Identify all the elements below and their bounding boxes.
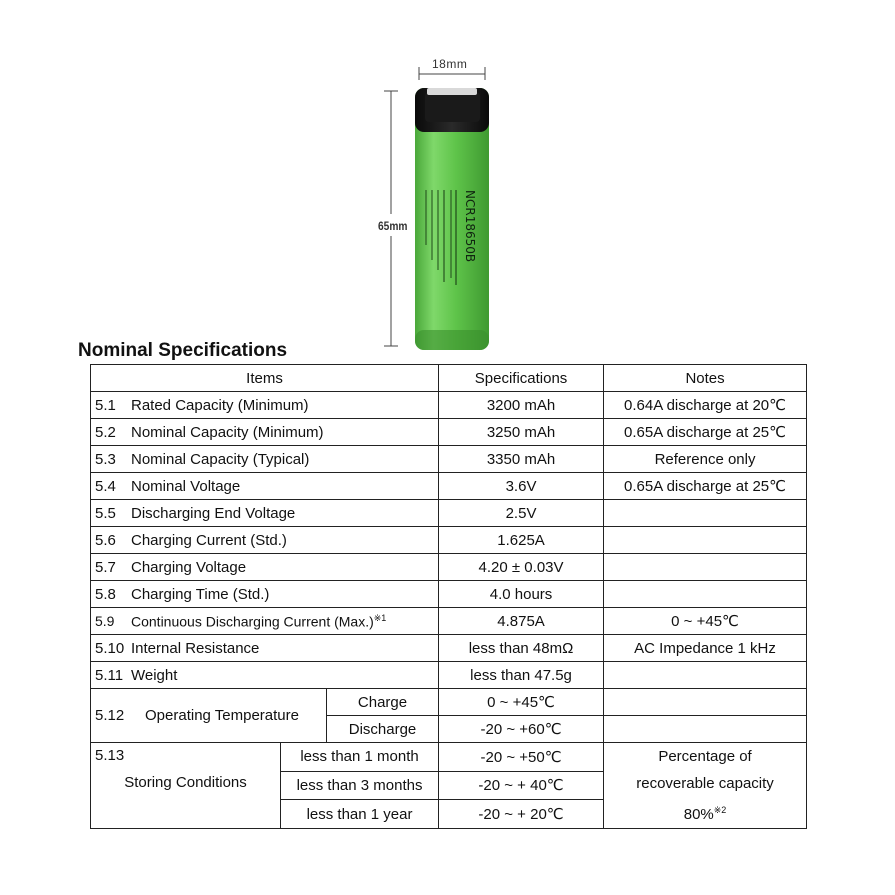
item-cell (91, 500, 439, 527)
item-label: Continuous Discharging Current (Max.) (131, 613, 374, 630)
header-specifications: Specifications (439, 365, 604, 392)
note-cell (604, 527, 807, 554)
note-cell: Reference only (604, 446, 807, 473)
table-row-storing-1 (91, 743, 807, 772)
item-number: 5.10 (95, 639, 125, 657)
header-items: Items (91, 365, 439, 392)
note-cell: 0.65A discharge at 25℃ (604, 419, 807, 446)
storing-period: less than 1 year (281, 800, 439, 829)
specifications-table (90, 364, 807, 829)
item-label: Charging Current (Std.) (131, 531, 287, 549)
table-header-row (91, 365, 807, 392)
storing-period: less than 3 months (281, 771, 439, 800)
item-cell (91, 581, 439, 608)
item-number: 5.6 (95, 531, 116, 549)
storing-note-line: Percentage of (658, 748, 752, 765)
spec-cell: 3200 mAh (439, 392, 604, 419)
note-cell (604, 689, 807, 716)
item-number: 5.9 (95, 613, 115, 630)
storing-spec: -20 ~ + 40℃ (439, 771, 604, 800)
item-cell (91, 608, 439, 635)
item-number: 5.4 (95, 477, 116, 495)
table-row (91, 500, 807, 527)
height-label: 65mm (378, 219, 408, 233)
spec-cell: less than 47.5g (439, 662, 604, 689)
spec-cell: 3.6V (439, 473, 604, 500)
item-label: Nominal Capacity (Minimum) (131, 423, 324, 441)
spec-cell: 4.875A (439, 608, 604, 635)
storing-note-line (608, 797, 802, 828)
spec-cell: 2.5V (439, 500, 604, 527)
operating-charge-label: Charge (327, 689, 439, 716)
storing-period: less than 1 month (281, 743, 439, 772)
item-label: Discharging End Voltage (131, 504, 296, 522)
item-number: 5.2 (95, 423, 116, 441)
item-label: Storing Conditions (124, 774, 247, 791)
table-row (91, 635, 807, 662)
table-row (91, 554, 807, 581)
item-cell (91, 419, 439, 446)
item-label: Nominal Voltage (131, 477, 241, 495)
storing-note-cell (604, 743, 807, 829)
item-number: 5.11 (95, 666, 124, 684)
spec-cell: 3250 mAh (439, 419, 604, 446)
table-row (91, 473, 807, 500)
item-label: Charging Time (Std.) (131, 585, 270, 603)
item-number: 5.5 (95, 504, 116, 522)
note-cell (604, 716, 807, 743)
table-row (91, 392, 807, 419)
battery-illustration (0, 0, 895, 360)
item-label: Charging Voltage (131, 558, 247, 576)
item-label: Nominal Capacity (Typical) (131, 450, 310, 468)
spec-cell: 4.20 ± 0.03V (439, 554, 604, 581)
operating-charge-spec: 0 ~ +45℃ (439, 689, 604, 716)
storing-item-cell (91, 743, 281, 829)
note-cell (604, 500, 807, 527)
table-row (91, 581, 807, 608)
storing-note-percent: 80% (683, 806, 714, 823)
footnote-mark: ※1 (373, 612, 387, 623)
note-cell: 0 ~ +45℃ (604, 608, 807, 635)
table-row (91, 446, 807, 473)
storing-note-line: recoverable capacity (636, 775, 774, 792)
item-number: 5.7 (95, 558, 116, 576)
operating-discharge-label: Discharge (327, 716, 439, 743)
item-cell (91, 635, 439, 662)
table-row-operating-charge (91, 689, 807, 716)
item-number: 5.1 (95, 396, 116, 414)
footnote-mark: ※2 (713, 805, 727, 815)
item-cell (91, 446, 439, 473)
storing-spec: -20 ~ + 20℃ (439, 800, 604, 829)
table-row (91, 527, 807, 554)
item-number: 5.8 (95, 585, 116, 603)
note-cell (604, 581, 807, 608)
note-cell: AC Impedance 1 kHz (604, 635, 807, 662)
item-label: Rated Capacity (Minimum) (131, 396, 309, 414)
operating-item-cell (91, 689, 327, 743)
storing-spec: -20 ~ +50℃ (439, 743, 604, 772)
battery-model-text: NCR18650B (463, 190, 477, 263)
item-cell (91, 527, 439, 554)
note-cell: 0.64A discharge at 20℃ (604, 392, 807, 419)
width-label: 18mm (432, 57, 468, 71)
note-cell: 0.65A discharge at 25℃ (604, 473, 807, 500)
item-cell (91, 662, 439, 689)
spec-cell: 1.625A (439, 527, 604, 554)
spec-cell: 3350 mAh (439, 446, 604, 473)
spec-cell: 4.0 hours (439, 581, 604, 608)
item-label: Weight (131, 666, 178, 684)
item-label: Internal Resistance (131, 639, 260, 657)
header-notes: Notes (604, 365, 807, 392)
item-number: 5.3 (95, 450, 116, 468)
battery-figure (0, 0, 895, 360)
note-cell (604, 662, 807, 689)
item-number: 5.12 (95, 707, 125, 724)
operating-discharge-spec: -20 ~ +60℃ (439, 716, 604, 743)
item-number: 5.13 (95, 747, 125, 764)
note-cell (604, 554, 807, 581)
item-cell (91, 473, 439, 500)
item-label: Operating Temperature (145, 707, 299, 724)
spec-cell: less than 48mΩ (439, 635, 604, 662)
table-row (91, 662, 807, 689)
table-row (91, 608, 807, 635)
table-row (91, 419, 807, 446)
item-cell (91, 392, 439, 419)
section-title: Nominal Specifications (78, 340, 288, 361)
item-cell (91, 554, 439, 581)
